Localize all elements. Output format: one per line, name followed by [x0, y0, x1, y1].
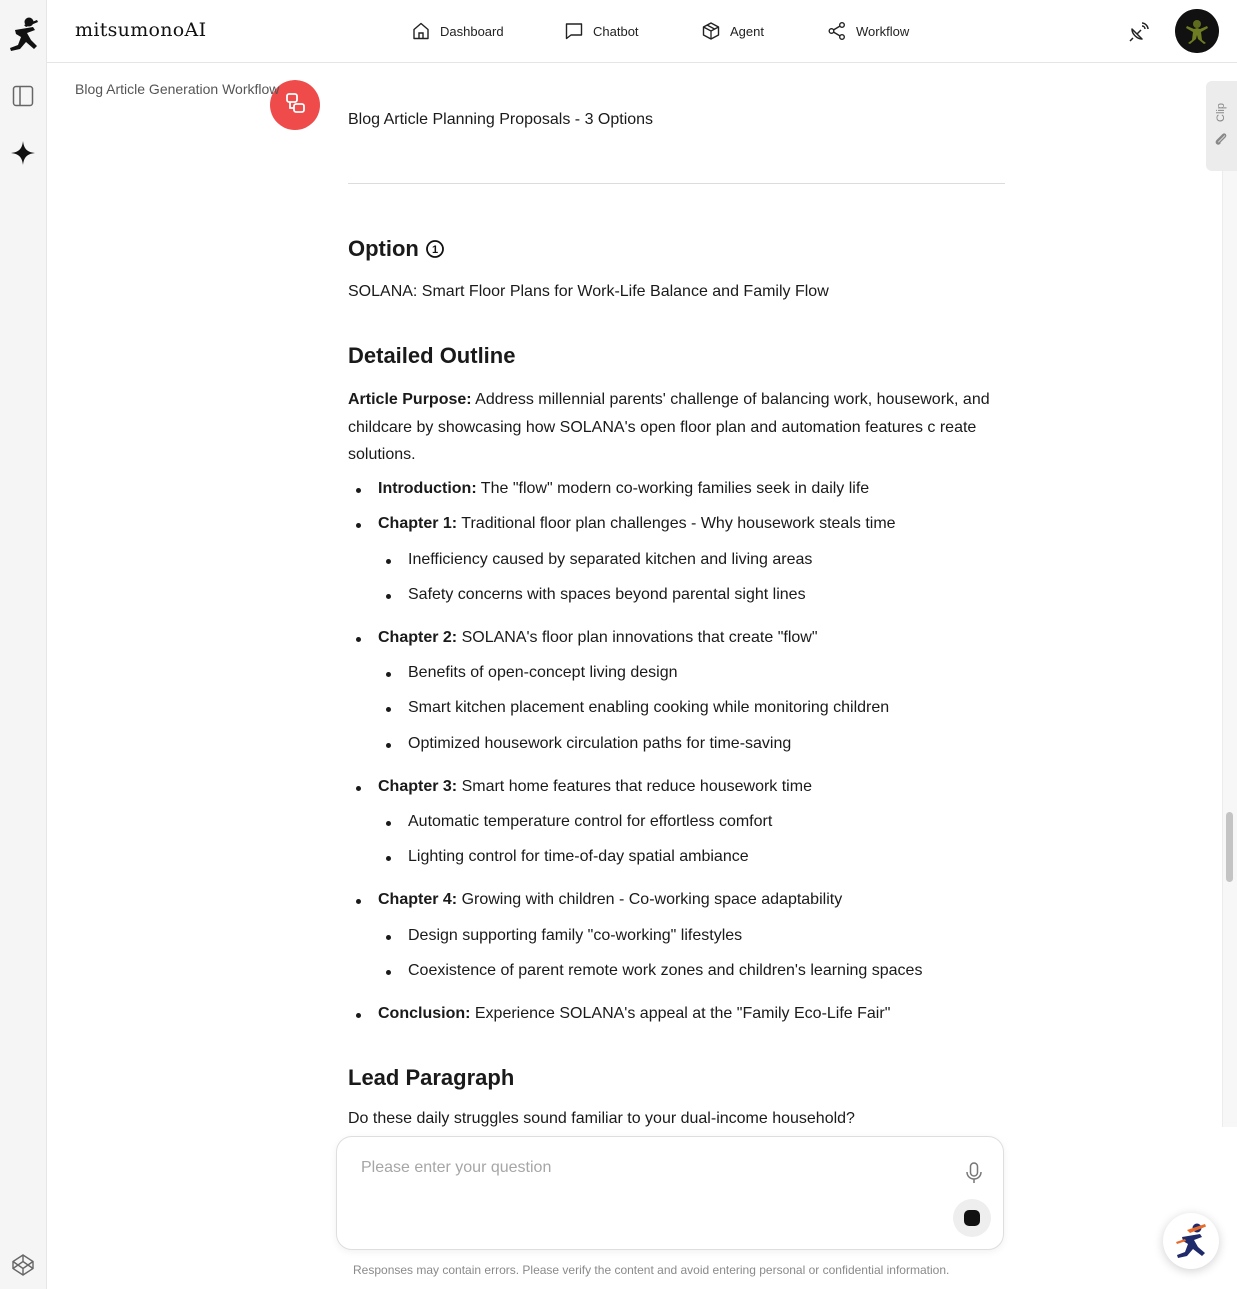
outline-item-text: Traditional floor plan challenges - Why housework steals time	[457, 515, 896, 532]
microphone-icon[interactable]	[963, 1161, 985, 1185]
top-header	[47, 0, 1237, 63]
chat-icon	[564, 21, 584, 41]
outline-subitem: Lighting control for time-of-day spatial ambiance	[408, 848, 749, 865]
nav-dashboard[interactable]	[411, 20, 504, 42]
outline-item-text: Growing with children - Co-working space adaptability	[457, 891, 843, 908]
scrollbar-thumb[interactable]	[1226, 812, 1233, 882]
home-icon	[411, 21, 431, 41]
outline-item-label: Chapter 3:	[378, 778, 458, 795]
nav-label: Agent	[730, 23, 764, 39]
disclaimer: Responses may contain errors. Please verify the content and avoid entering personal or confidential information.	[353, 1263, 950, 1277]
question-input[interactable]	[361, 1159, 941, 1177]
message-title: Blog Article Planning Proposals - 3 Options	[348, 111, 654, 128]
outline-subitem: Safety concerns with spaces beyond parental sight lines	[408, 586, 806, 603]
option-title: SOLANA: Smart Floor Plans for Work-Life Balance and Family Flow	[348, 283, 829, 300]
ninja-logo-icon[interactable]	[7, 16, 39, 54]
outline-item-label: Introduction:	[378, 480, 477, 497]
outline-item-text: Experience SOLANA's appeal at the "Family Eco-Life Fair"	[470, 1005, 891, 1022]
nav-chatbot[interactable]	[564, 20, 639, 42]
article-purpose	[348, 386, 1008, 469]
outline-subitem: Optimized housework circulation paths for time-saving	[408, 735, 792, 752]
ninja-mascot-icon	[1173, 1222, 1209, 1260]
codepen-icon[interactable]	[11, 1253, 35, 1277]
outline-item	[378, 778, 812, 796]
outline-subitem: Benefits of open-concept living design	[408, 664, 678, 681]
outline-item-label: Conclusion:	[378, 1005, 471, 1022]
outline-subitem: Smart kitchen placement enabling cooking while monitoring children	[408, 699, 890, 716]
outline-subitem: Design supporting family "co-working" lifestyles	[408, 927, 743, 944]
assistant-mascot-button[interactable]	[1163, 1213, 1219, 1269]
outline-item-text: The "flow" modern co-working families seek in daily life	[476, 480, 870, 497]
share-nodes-icon	[827, 21, 847, 41]
nav-agent[interactable]	[701, 20, 764, 42]
outline-item	[378, 480, 869, 498]
outline-item	[378, 515, 896, 533]
user-avatar[interactable]	[1175, 9, 1219, 53]
lead-heading: Lead Paragraph	[348, 1065, 515, 1090]
outline-item-text: SOLANA's floor plan innovations that create "flow"	[457, 629, 818, 646]
lead-paragraph	[348, 1110, 1008, 1129]
brand-name: mitsumonoAI	[75, 19, 207, 41]
outline-subitem: Inefficiency caused by separated kitchen and living areas	[408, 551, 813, 568]
clip-tab[interactable]	[1206, 81, 1237, 171]
sparkle-icon[interactable]	[10, 140, 36, 166]
outline-heading: Detailed Outline	[348, 343, 516, 368]
outline-item	[378, 1005, 890, 1023]
nav-label: Dashboard	[440, 23, 504, 39]
paperclip-icon	[1213, 131, 1229, 147]
cube-icon	[701, 21, 721, 41]
stop-icon	[964, 1210, 980, 1226]
divider	[348, 183, 1005, 184]
satellite-dish-icon[interactable]	[1127, 20, 1151, 44]
outline-subitem: Automatic temperature control for effortless comfort	[408, 813, 773, 830]
nav-workflow[interactable]	[827, 20, 909, 42]
avatar-figure-icon	[1175, 9, 1219, 53]
outline-item-text: Smart home features that reduce housework time	[457, 778, 812, 795]
scrollbar-track[interactable]	[1222, 171, 1237, 1127]
clip-label: Clip	[1215, 103, 1227, 122]
purpose-label: Article Purpose:	[348, 391, 472, 408]
nav-label: Workflow	[856, 23, 910, 39]
option-heading-text: Option	[348, 236, 419, 261]
stop-generation-button[interactable]	[953, 1199, 991, 1237]
sidebar-toggle-icon[interactable]	[12, 85, 34, 107]
purpose-text: Address millennial parents' challenge of balancing work, housework, and childcare by showcasing how SOLANA's open floor plan and automation features c reate solutions.	[348, 391, 990, 463]
outline-item-label: Chapter 2:	[378, 629, 458, 646]
outline-item	[378, 629, 818, 647]
option-number: 1	[431, 244, 438, 256]
outline-subitem: Coexistence of parent remote work zones and children's learning spaces	[408, 962, 923, 979]
left-rail	[0, 0, 47, 1289]
chat-input-box	[336, 1136, 1004, 1250]
nav-label: Chatbot	[593, 23, 639, 39]
breadcrumb[interactable]: Blog Article Generation Workflow	[75, 81, 280, 97]
option-heading	[348, 236, 445, 262]
outline-item-label: Chapter 4:	[378, 891, 458, 908]
circled-number-1-icon	[425, 239, 445, 259]
outline-item	[378, 891, 842, 909]
lead-text: Do these daily struggles sound familiar to your dual-income household?	[348, 1110, 855, 1127]
outline-item-label: Chapter 1:	[378, 515, 458, 532]
